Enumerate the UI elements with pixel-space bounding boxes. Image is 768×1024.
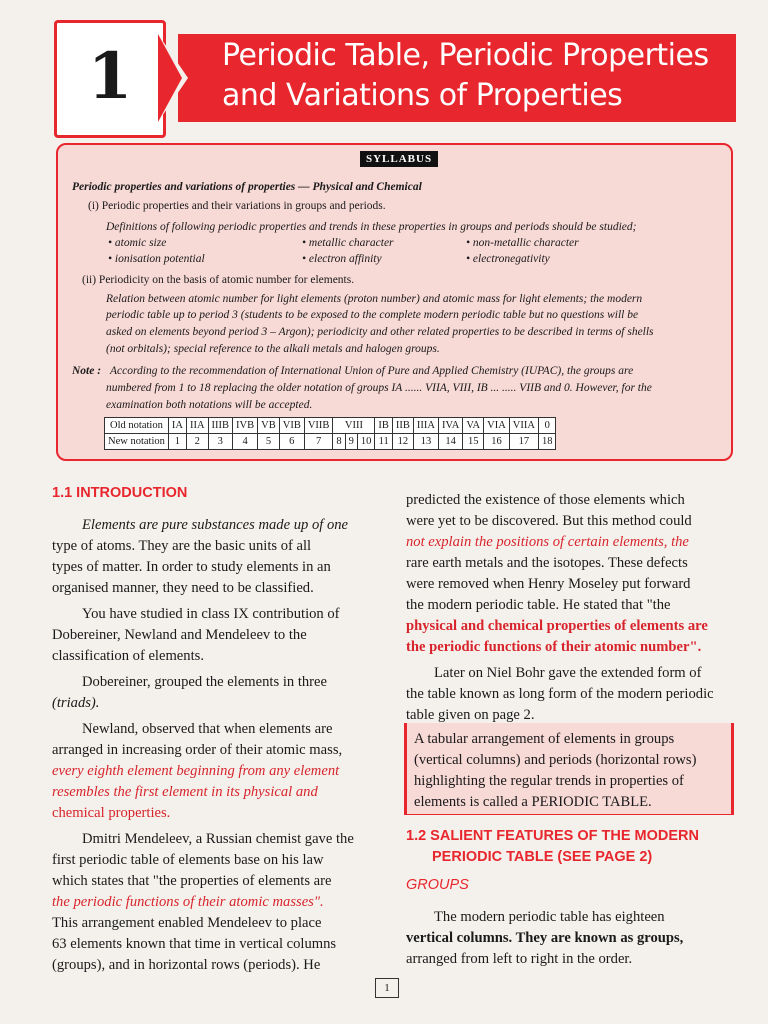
table-cell: IIA bbox=[186, 418, 208, 434]
table-cell: 11 bbox=[375, 434, 393, 450]
table-cell: VIIB bbox=[304, 418, 333, 434]
definition-line: elements is called a PERIODIC TABLE. bbox=[414, 794, 652, 810]
paragraph-line: (groups), and in horizontal rows (periods). He bbox=[52, 957, 321, 973]
paragraph-line: first periodic table of elements base on his law bbox=[52, 852, 324, 868]
table-cell: 18 bbox=[538, 434, 556, 450]
chapter-title-line2: and Variations of Properties bbox=[222, 78, 623, 113]
note-label: Note : bbox=[72, 365, 102, 377]
table-cell: IIIA bbox=[413, 418, 438, 434]
table-cell: IIB bbox=[392, 418, 413, 434]
table-cell: 3 bbox=[208, 434, 233, 450]
paragraph-line: physical and chemical properties of elements are bbox=[406, 618, 708, 634]
definition-line: highlighting the regular trends in properties of bbox=[414, 773, 684, 789]
property-electron-affinity: • electron affinity bbox=[302, 253, 382, 265]
table-cell: 4 bbox=[233, 434, 258, 450]
paragraph-line: the periodic functions of their atomic masses". bbox=[52, 894, 324, 910]
table-cell: 13 bbox=[413, 434, 438, 450]
syllabus-item-2-line: periodic table up to period 3 (students to be exposed to the complete modern periodic table but no questions will be bbox=[106, 309, 639, 321]
paragraph-line: the table known as long form of the modern periodic bbox=[406, 686, 714, 702]
paragraph-line: not explain the positions of certain elements, the bbox=[406, 534, 689, 550]
subheading-groups: GROUPS bbox=[406, 877, 469, 893]
property-metallic: • metallic character bbox=[302, 237, 394, 249]
old-notation-label: Old notation bbox=[105, 418, 169, 434]
group-notation-table bbox=[104, 417, 556, 450]
table-cell: 2 bbox=[186, 434, 208, 450]
paragraph-line: The modern periodic table has eighteen bbox=[434, 909, 665, 925]
table-cell: 5 bbox=[258, 434, 280, 450]
paragraph-line: 63 elements known that time in vertical columns bbox=[52, 936, 337, 952]
page-number: 1 bbox=[375, 978, 399, 998]
table-cell: VIIA bbox=[509, 418, 538, 434]
paragraph-line: the periodic functions of their atomic number". bbox=[406, 639, 702, 655]
table-cell: 12 bbox=[392, 434, 413, 450]
paragraph-line: classification of elements. bbox=[52, 648, 204, 664]
paragraph-line: table given on page 2. bbox=[406, 707, 535, 723]
table-cell: VA bbox=[463, 418, 484, 434]
table-cell: VB bbox=[258, 418, 280, 434]
paragraph-line: predicted the existence of those elements which bbox=[406, 492, 685, 508]
paragraph-line: Elements are pure substances made up of one bbox=[82, 517, 349, 533]
chapter-title-banner bbox=[178, 34, 736, 122]
table-cell: IB bbox=[375, 418, 393, 434]
paragraph-line: arranged from left to right in the order. bbox=[406, 951, 633, 967]
paragraph-line: Later on Niel Bohr gave the extended form of bbox=[434, 665, 702, 681]
note-line: According to the recommendation of International Union of Pure and Applied Chemistry (IUPAC), the groups are bbox=[110, 365, 634, 377]
section-heading-introduction: 1.1 INTRODUCTION bbox=[52, 485, 188, 501]
table-cell: VIII bbox=[333, 418, 375, 434]
paragraph-line: were yet to be discovered. But this method could bbox=[406, 513, 692, 529]
table-cell: VIB bbox=[279, 418, 304, 434]
table-row-old-notation bbox=[105, 418, 556, 434]
paragraph-line: every eighth element beginning from any element bbox=[52, 763, 340, 779]
property-non-metallic: • non-metallic character bbox=[466, 237, 579, 249]
syllabus-item-1-definition: Definitions of following periodic properties and trends in these properties in groups and periods should be studied; bbox=[106, 221, 637, 233]
chapter-number-box bbox=[54, 20, 166, 138]
property-electronegativity: • electronegativity bbox=[466, 253, 550, 265]
table-cell: IA bbox=[168, 418, 186, 434]
table-cell: 6 bbox=[279, 434, 304, 450]
table-cell: 15 bbox=[463, 434, 484, 450]
syllabus-heading: Periodic properties and variations of properties — Physical and Chemical bbox=[72, 181, 422, 193]
paragraph-line: Dobereiner, Newland and Mendeleev to the bbox=[52, 627, 307, 643]
new-notation-label: New notation bbox=[105, 434, 169, 450]
paragraph-line: Newland, observed that when elements are bbox=[82, 721, 333, 737]
paragraph-line: (triads). bbox=[52, 695, 100, 711]
table-cell: 14 bbox=[439, 434, 463, 450]
table-cell: 17 bbox=[509, 434, 538, 450]
paragraph-line: You have studied in class IX contribution of bbox=[82, 606, 340, 622]
syllabus-item-2: (ii) Periodicity on the basis of atomic number for elements. bbox=[82, 274, 355, 286]
table-cell: 7 bbox=[304, 434, 333, 450]
syllabus-item-2-line: asked on elements beyond period 3 – Argon); periodicity and other related properties to be described in terms of shells bbox=[106, 326, 654, 338]
paragraph-line: vertical columns. They are known as groups, bbox=[406, 930, 684, 946]
chapter-title-line1: Periodic Table, Periodic Properties bbox=[222, 38, 709, 73]
section-heading-salient-features-cont: PERIODIC TABLE (SEE PAGE 2) bbox=[432, 849, 653, 865]
paragraph-line: Dobereiner, grouped the elements in three bbox=[82, 674, 327, 690]
table-cell: 16 bbox=[484, 434, 510, 450]
table-row-new-notation bbox=[105, 434, 556, 450]
property-ionisation: • ionisation potential bbox=[108, 253, 205, 265]
table-cell: IVA bbox=[439, 418, 463, 434]
table-cell: 0 bbox=[538, 418, 556, 434]
paragraph-line: types of matter. In order to study elements in an bbox=[52, 559, 331, 575]
table-cell: 10 bbox=[357, 434, 375, 450]
paragraph-line: This arrangement enabled Mendeleev to place bbox=[52, 915, 322, 931]
syllabus-item-2-line: Relation between atomic number for light elements (proton number) and atomic mass for light elements; the modern bbox=[106, 293, 643, 305]
table-cell: 1 bbox=[168, 434, 186, 450]
section-heading-salient-features: 1.2 SALIENT FEATURES OF THE MODERN bbox=[406, 828, 699, 844]
note-line: numbered from 1 to 18 replacing the older notation of groups IA ...... VIIA, VIII, IB ... ..... VIIB and 0. However, for the bbox=[106, 382, 652, 394]
syllabus-item-1: (i) Periodic properties and their variations in groups and periods. bbox=[88, 200, 386, 212]
definition-line: (vertical columns) and periods (horizontal rows) bbox=[414, 752, 697, 768]
table-cell: IIIB bbox=[208, 418, 233, 434]
banner-arrow bbox=[158, 34, 182, 122]
syllabus-item-2-line: (not orbitals); special reference to the alkali metals and halogen groups. bbox=[106, 343, 440, 355]
paragraph-line: Dmitri Mendeleev, a Russian chemist gave the bbox=[82, 831, 354, 847]
table-cell: 9 bbox=[345, 434, 357, 450]
table-cell: VIA bbox=[484, 418, 510, 434]
definition-line: A tabular arrangement of elements in groups bbox=[414, 731, 675, 747]
paragraph-line: resembles the first element in its physical and bbox=[52, 784, 318, 800]
paragraph-line: were removed when Henry Moseley put forward bbox=[406, 576, 691, 592]
table-cell: 8 bbox=[333, 434, 345, 450]
paragraph-line: which states that "the properties of elements are bbox=[52, 873, 332, 889]
paragraph-line: organised manner, they need to be classified. bbox=[52, 580, 314, 596]
paragraph-line: chemical properties. bbox=[52, 805, 171, 821]
property-atomic-size: • atomic size bbox=[108, 237, 167, 249]
chapter-number: 1 bbox=[87, 39, 133, 114]
note-line: examination both notations will be accepted. bbox=[106, 399, 313, 411]
table-cell: IVB bbox=[233, 418, 258, 434]
syllabus-tag: SYLLABUS bbox=[360, 151, 438, 167]
paragraph-line: the modern periodic table. He stated that "the bbox=[406, 597, 671, 613]
paragraph-line: type of atoms. They are the basic units of all bbox=[52, 538, 312, 554]
paragraph-line: arranged in increasing order of their atomic mass, bbox=[52, 742, 343, 758]
paragraph-line: rare earth metals and the isotopes. These defects bbox=[406, 555, 688, 571]
